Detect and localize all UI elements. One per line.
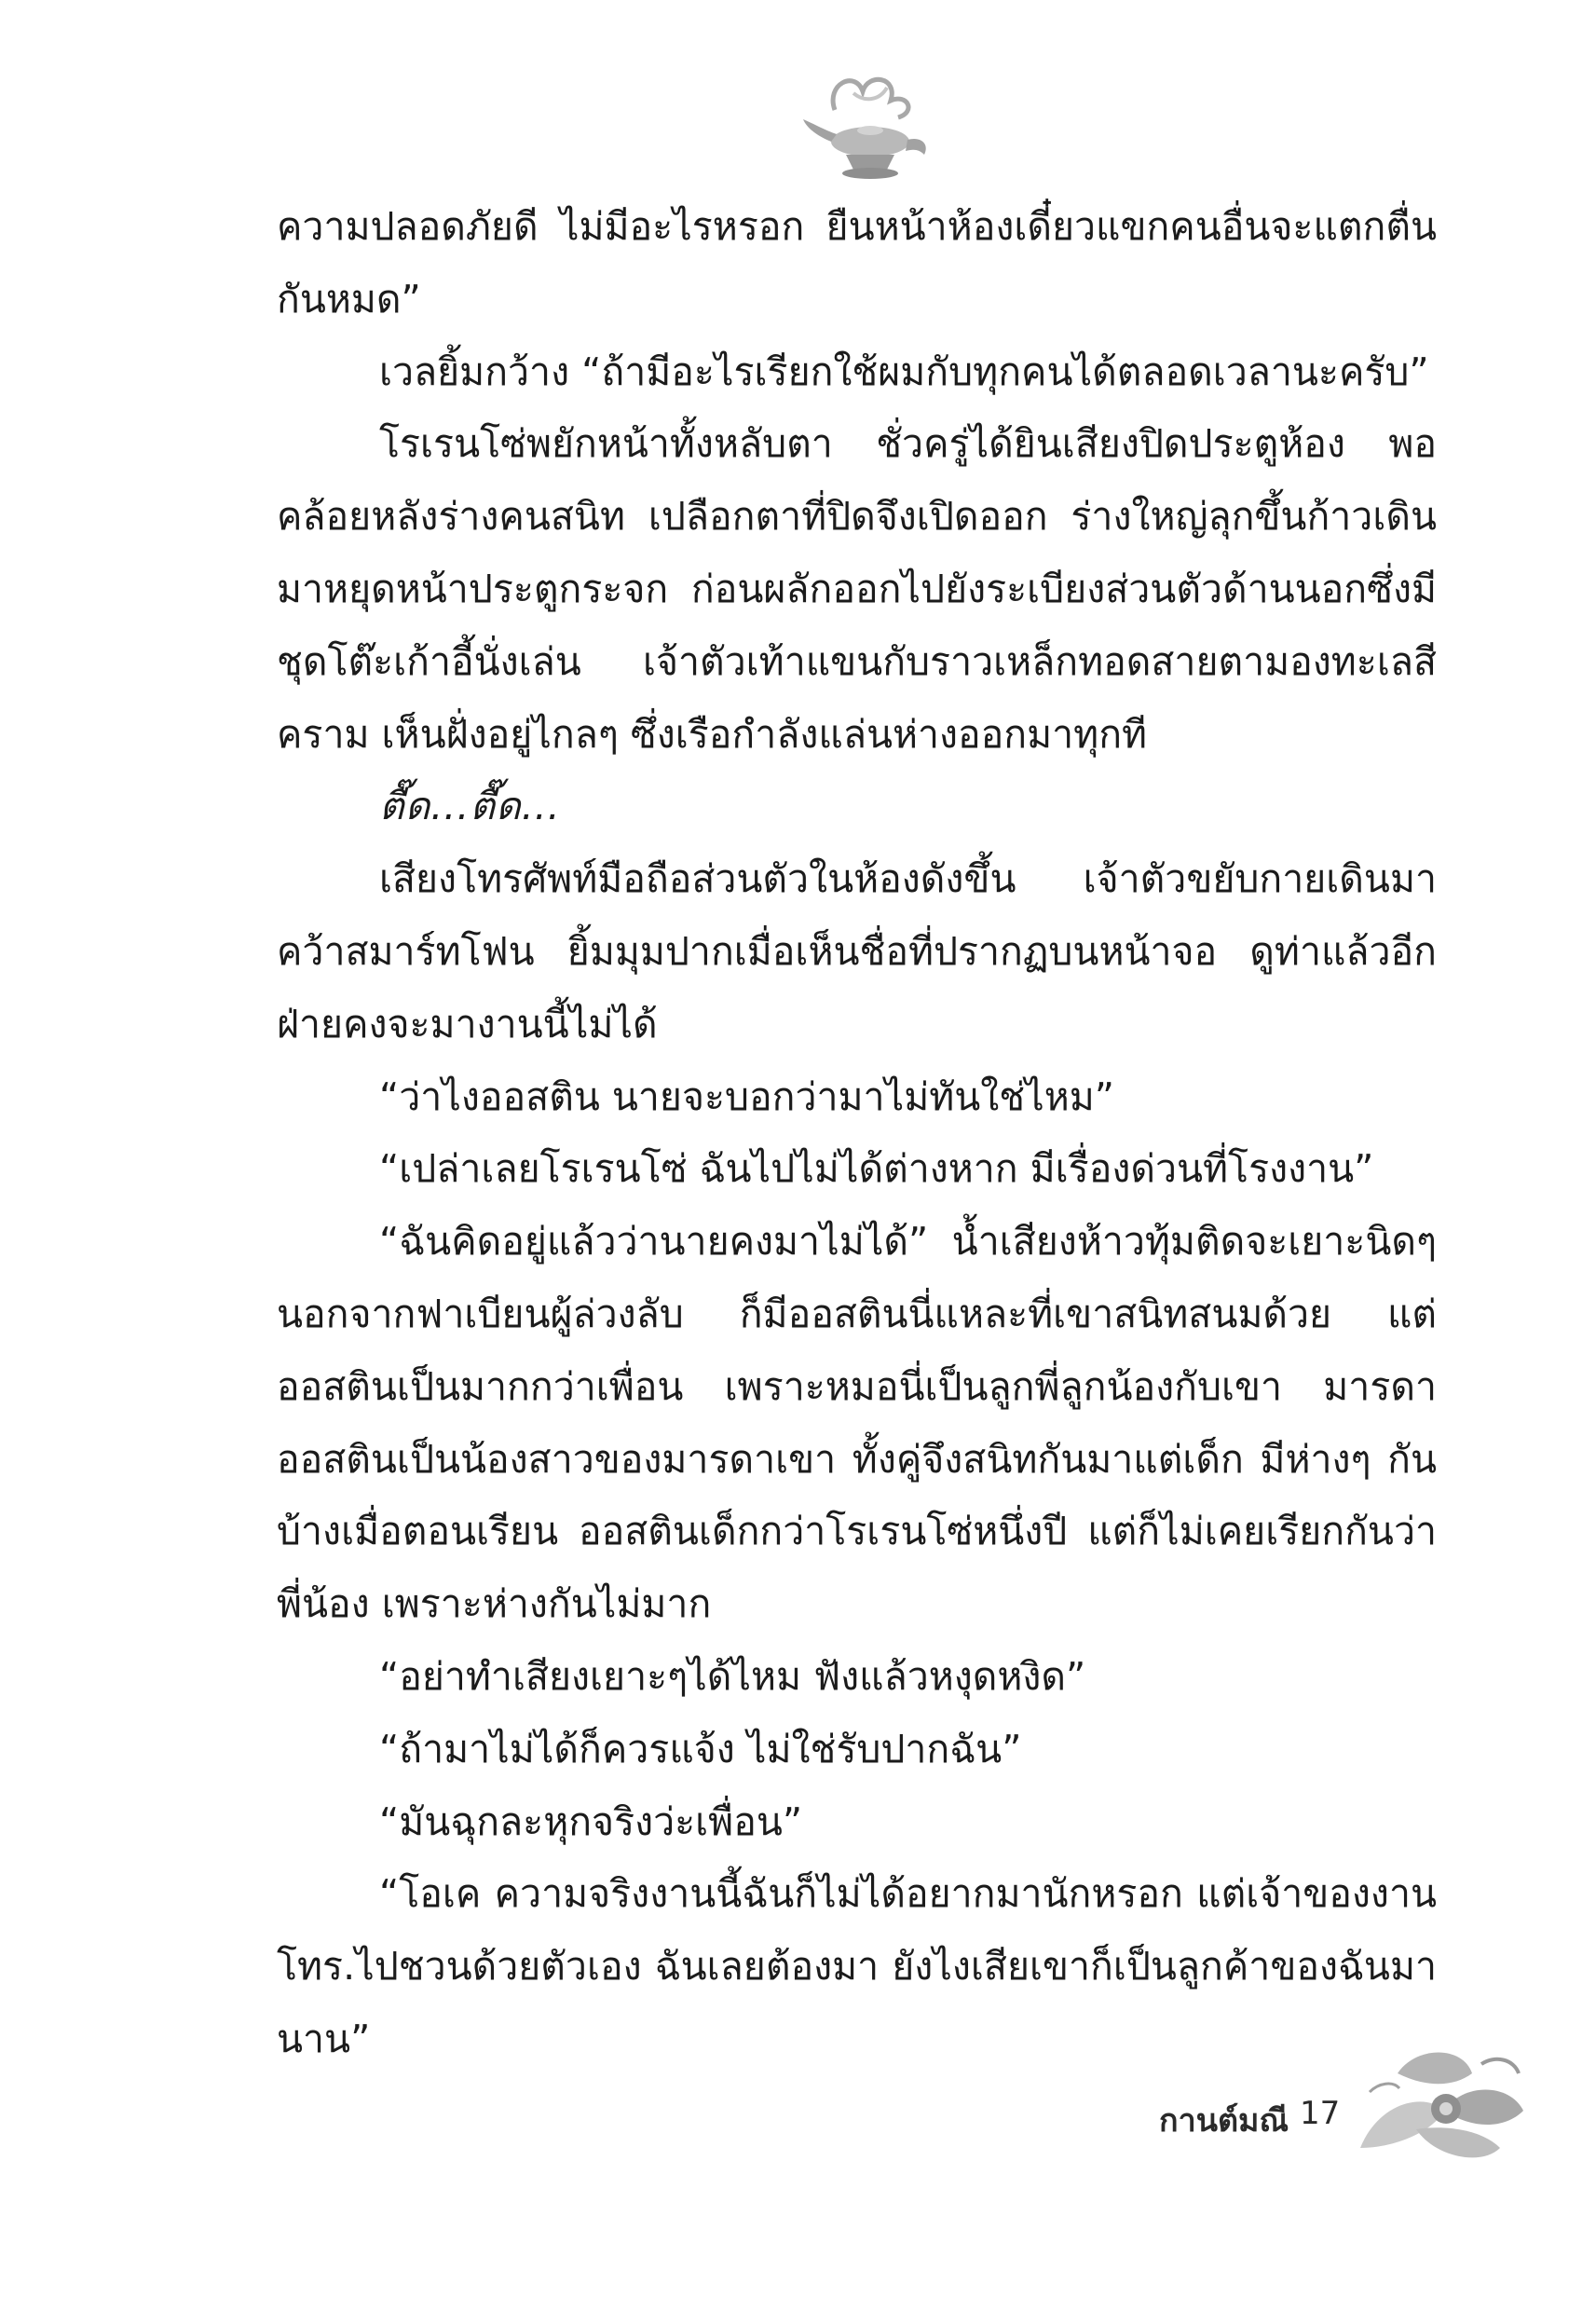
dialogue-line: “ถ้ามาไม่ได้ก็ควรแจ้ง ไม่ใช่รับปากฉัน”: [379, 1726, 1022, 1771]
paragraph: ความปลอดภัยดี ไม่มีอะไรหรอก ยืนหน้าห้องเดี๋ยวแขกคนอื่นจะแตกตื่นกันหมด”: [277, 204, 1437, 321]
dialogue-line: “เปล่าเลยโรเรนโซ่ ฉันไปไม่ได้ต่างหาก มีเรื่องด่วนที่โรงงาน”: [379, 1146, 1374, 1192]
paragraph: เวลยิ้มกว้าง “ถ้ามีอะไรเรียกใช้ผมกับทุกคนได้ตลอดเวลานะครับ”: [379, 349, 1429, 394]
page-number: 17: [1300, 2095, 1341, 2132]
genie-lamp-ornament-icon: [798, 65, 937, 186]
dialogue-line: “อย่าทำเสียงเยาะๆได้ไหม ฟังแล้วหงุดหงิด”: [379, 1653, 1086, 1699]
paragraph: “ฉันคิดอยู่แล้วว่านายคงมาไม่ได้” น้ำเสียงห้าวทุ้มติดจะเยาะนิดๆ นอกจากฟาเบียนผู้ล่วงลับ ก็มีออสตินนี่แหละที่เขาสนิทสนมด้วย แต่ออสตินเป็นมากกว่าเพื่อน เพราะหมอนี่เป็นลูกพี่ลูกน้องกับเขา มารดาออสตินเป็นน้องสาวของมารดาเขา ทั้งคู่จึงสนิทกันมาแต่เด็ก มีห่างๆ กันบ้างเมื่อตอนเรียน ออสตินเด็กกว่าโรเรนโซ่หนึ่งปี แต่ก็ไม่เคยเรียกกันว่าพี่น้อง เพราะห่างกันไม่มาก: [277, 1219, 1437, 1627]
dialogue-line: “โอเค ความจริงงานนี้ฉันก็ไม่ได้อยากมานักหรอก แต่เจ้าของงานโทร.ไปชวนด้วยตัวเอง ฉันเลยต้องมา ยังไงเสียเขาก็เป็นลูกค้าของฉันมานาน”: [277, 1871, 1437, 2061]
sound-effect-text: ตื๊ด...ตื๊ด...: [379, 784, 561, 829]
author-footer-title: กานต์มณี: [1159, 2102, 1289, 2140]
body-text: [277, 191, 1437, 2076]
dialogue-line: “มันฉุกละหุกจริงว่ะเพื่อน”: [379, 1798, 803, 1844]
paragraph: เสียงโทรศัพท์มือถือส่วนตัวในห้องดังขึ้น เจ้าตัวขยับกายเดินมาคว้าสมาร์ทโฟน ยิ้มมุมปากเมื่อเห็นชื่อที่ปรากฏบนหน้าจอ ดูท่าแล้วอีกฝ่ายคงจะมางานนี้ไม่ได้: [277, 856, 1437, 1046]
flower-ornament-icon: [1342, 2036, 1537, 2185]
dialogue-line: “ว่าไงออสติน นายจะบอกว่ามาไม่ทันใช่ไหม”: [379, 1073, 1115, 1119]
paragraph: โรเรนโซ่พยักหน้าทั้งหลับตา ชั่วครู่ได้ยินเสียงปิดประตูห้อง พอคล้อยหลังร่างคนสนิท เปลือกตาที่ปิดจึงเปิดออก ร่างใหญ่ลุกขึ้นก้าวเดินมาหยุดหน้าประตูกระจก ก่อนผลักออกไปยังระเบียงส่วนตัวด้านนอกซึ่งมีชุดโต๊ะเก้าอี้นั่งเล่น เจ้าตัวเท้าแขนกับราวเหล็กทอดสายตามองทะเลสีคราม เห็นฝั่งอยู่ไกลๆ ซึ่งเรือกำลังแล่นห่างออกมาทุกที: [277, 421, 1437, 757]
